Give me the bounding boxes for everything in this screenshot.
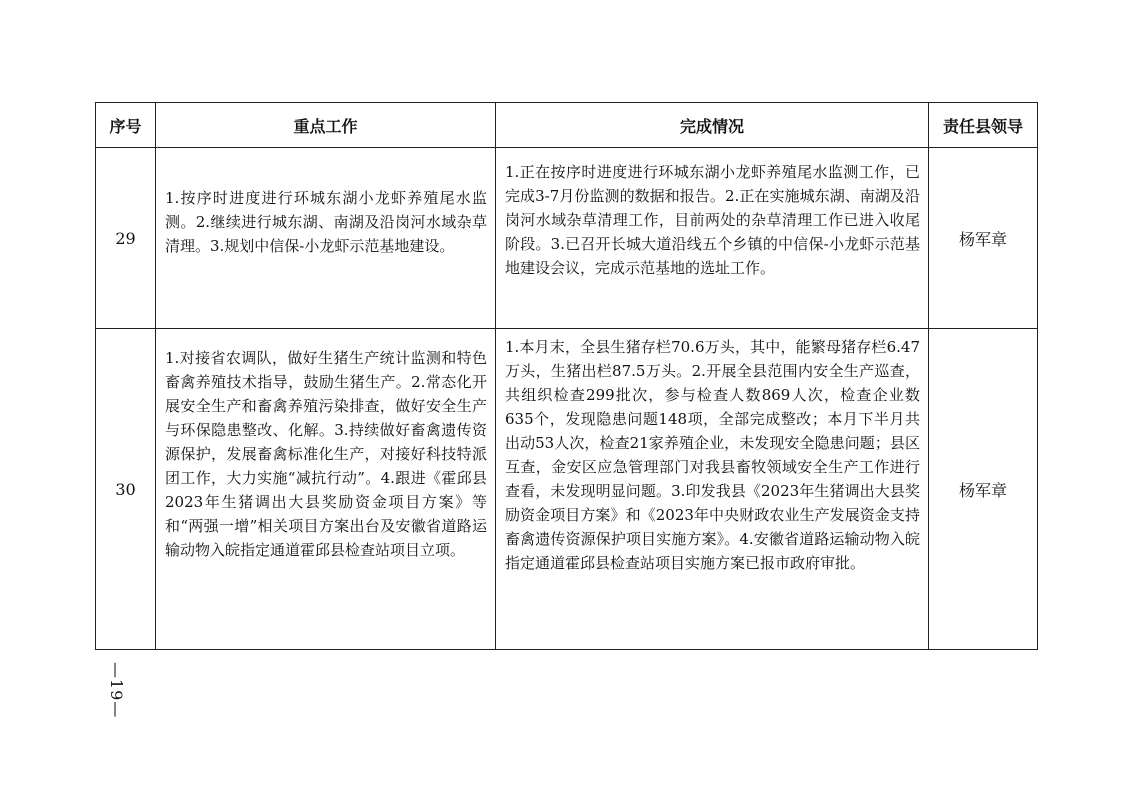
completion-cell xyxy=(496,148,929,329)
key-work-text: 1.按序时进度进行环城东湖小龙虾养殖尾水监测。2.继续进行城东湖、南湖及沿岗河水域杂草清理。3.规划中信保-小龙虾示范基地建设。 xyxy=(165,189,487,255)
completion-text: 1.正在按序时进度进行环城东湖小龙虾养殖尾水监测工作，已完成3-7月份监测的数据和报告。2.正在实施城东湖、南湖及沿岗河水域杂草清理工作，目前两处的杂草清理工作已进入收尾阶段。3.已召开长城大道沿线五个乡镇的中信保-小龙虾示范基地建设会议，完成示范基地的选址工作。 xyxy=(505,163,920,277)
table-row xyxy=(96,148,1038,329)
work-progress-table xyxy=(95,102,1038,650)
row-number: 30 xyxy=(96,329,156,650)
key-work-cell xyxy=(156,148,496,329)
key-work-text: 1.对接省农调队，做好生猪生产统计监测和特色畜禽养殖技术指导，鼓励生猪生产。2.常态化开展安全生产和畜禽养殖污染排查，做好安全生产与环保隐患整改、化解。3.持续做好畜禽遗传资源保护，发展畜禽标准化生产，对接好科技特派团工作，大力实施“减抗行动”。4.跟进《霍邱县2023年生猪调出大县奖励资金项目方案》等和“两强一增”相关项目方案出台及安徽省道路运输动物入皖指定通道霍邱县检查站项目立项。 xyxy=(165,349,487,559)
header-key-work: 重点工作 xyxy=(156,103,496,148)
leader-cell: 杨军章 xyxy=(929,329,1038,650)
row-number: 29 xyxy=(96,148,156,329)
header-no: 序号 xyxy=(96,103,156,148)
key-work-cell xyxy=(156,329,496,650)
page-number: —19— xyxy=(107,661,126,719)
completion-text: 1.本月末，全县生猪存栏70.6万头，其中，能繁母猪存栏6.47万头，生猪出栏87.5万头。2.开展全县范围内安全生产巡查，共组织检查299批次，参与检查人数869人次，检查企业数635个，发现隐患问题148项，全部完成整改；本月下半月共出动53人次，检查21家养殖企业，未发现安全隐患问题；县区互查，金安区应急管理部门对我县畜牧领域安全生产工作进行查看，未发现明显问题。3.印发我县《2023年生猪调出大县奖励资金项目方案》和《2023年中央财政农业生产发展资金支持畜禽遗传资源保护项目实施方案》。4.安徽省道路运输动物入皖指定通道霍邱县检查站项目实施方案已报市政府审批。 xyxy=(505,338,920,572)
table-header-row xyxy=(96,103,1038,148)
header-completion: 完成情况 xyxy=(496,103,929,148)
table-row xyxy=(96,329,1038,650)
completion-cell xyxy=(496,329,929,650)
header-leader: 责任县领导 xyxy=(929,103,1038,148)
leader-cell: 杨军章 xyxy=(929,148,1038,329)
